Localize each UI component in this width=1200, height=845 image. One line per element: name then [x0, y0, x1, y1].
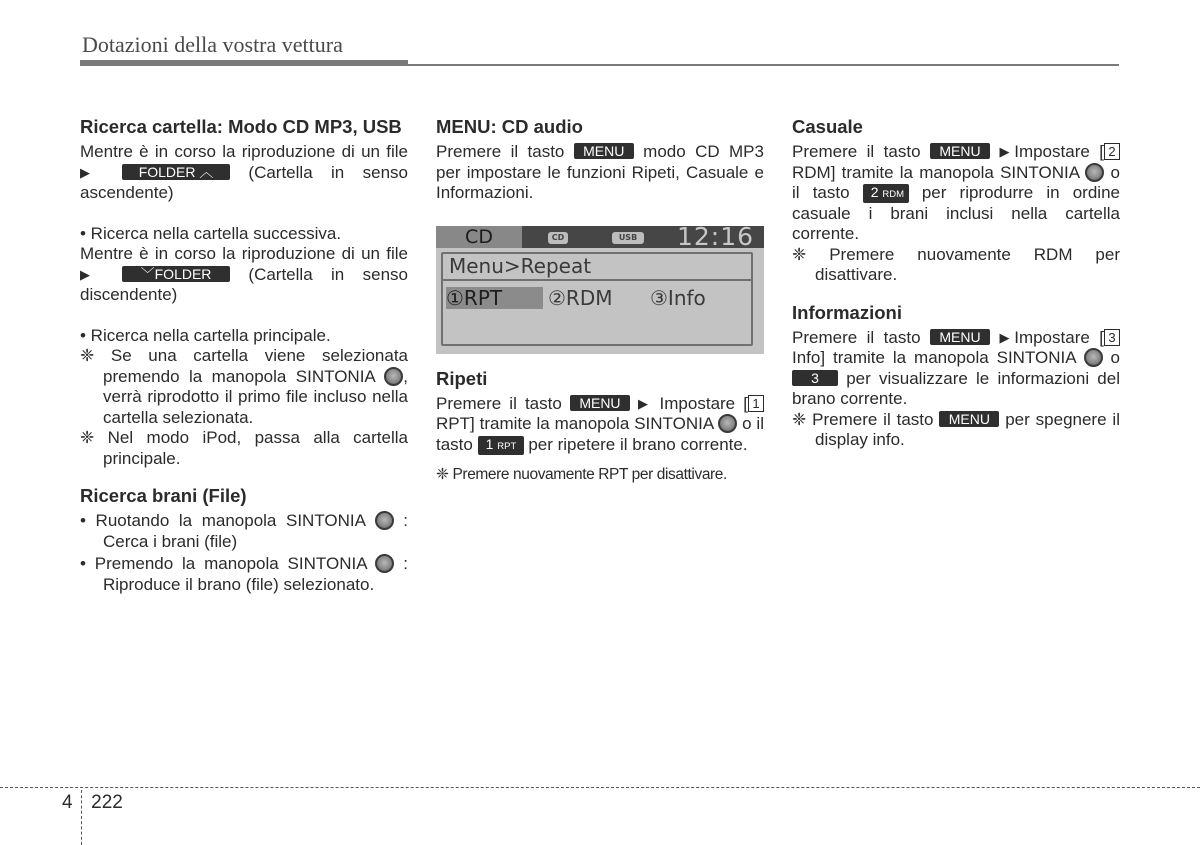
paragraph-folder-up: Mentre è in corso la riproduzione di un file ▶ FOLDER ︿ (Cartella in senso ascendente) — [80, 142, 408, 202]
lcd-menu-title: Menu>Repeat — [449, 253, 592, 278]
page-header-title: Dotazioni della vostra vettura — [82, 32, 343, 57]
triangle-right-icon: ▶ — [999, 329, 1015, 345]
note-rdm-off: ❈ Premere nuovamente RDM per disattivare. — [792, 244, 1120, 284]
folder-up-button[interactable]: FOLDER ︿ — [122, 164, 230, 180]
page-number-value: 222 — [91, 792, 123, 813]
note-mark-icon: ❈ — [80, 428, 95, 447]
boxed-number-1: 1 — [748, 395, 764, 412]
lcd-menu-panel — [441, 252, 753, 346]
heading-shuffle: Casuale — [792, 116, 863, 137]
triangle-right-icon: ▶ — [999, 144, 1015, 159]
lcd-menu-line — [443, 254, 751, 281]
rpt-button[interactable]: 1 RPT — [478, 436, 524, 455]
page-number — [62, 792, 123, 814]
heading-menu-cd: MENU: CD audio — [436, 116, 583, 137]
menu-button[interactable]: MENU — [939, 411, 999, 427]
paragraph-repeat: Premere il tasto MENU ▶ Impostare [ 1 RPT] tramite la manopola SINTONIA o il tasto 1 RPT per ripetere il brano corrente. — [436, 393, 764, 454]
heading-info: Informazioni — [792, 301, 902, 323]
folder-down-button[interactable]: ﹀FOLDER — [122, 266, 230, 282]
boxed-number-2: 2 — [1104, 143, 1120, 160]
bullet-next-folder: • Ricerca nella cartella successiva. — [80, 223, 342, 243]
tune-knob-icon — [1084, 348, 1103, 367]
note-mark-icon: ❈ — [792, 409, 807, 429]
info-button[interactable]: 3 — [792, 370, 838, 386]
tune-knob-icon — [718, 414, 737, 433]
lcd-cd-badge: CD — [548, 232, 568, 244]
header-rule-thick — [80, 60, 408, 66]
menu-button[interactable]: MENU — [574, 143, 634, 159]
lcd-usb-badge: USB — [612, 232, 644, 244]
menu-button[interactable]: MENU — [930, 143, 990, 159]
triangle-right-icon: ▶ — [80, 164, 104, 180]
column-2 — [436, 116, 764, 486]
heading-folder-search: Ricerca cartella: Modo CD MP3, USB — [80, 116, 402, 137]
menu-button[interactable]: MENU — [930, 329, 990, 345]
column-1 — [80, 116, 408, 595]
heading-track-search: Ricerca brani (File) — [80, 485, 247, 506]
lcd-option-info: ③Info — [650, 285, 706, 310]
paragraph-folder-down: Mentre è in corso la riproduzione di un file ▶ ﹀FOLDER (Cartella in senso discendente) — [80, 244, 408, 304]
menu-button[interactable]: MENU — [570, 395, 630, 411]
chevron-up-icon: ︿ — [199, 163, 214, 180]
note-ipod: ❈ Nel modo iPod, passa alla cartella principale. — [80, 428, 408, 468]
tune-knob-icon — [384, 367, 403, 386]
tune-knob-icon — [1085, 163, 1104, 182]
paragraph-shuffle: Premere il tasto MENU ▶Impostare [ 2 RDM] tramite la manopola SINTONIA o il tasto 2 RDM per riprodurre in ordine casuale i brani inclusi nella cartella corrente. — [792, 142, 1120, 243]
column-3 — [792, 116, 1120, 451]
note-rpt-off: ❈ Premere nuovamente RPT per disattivare. — [436, 466, 727, 483]
lcd-status-bar — [436, 221, 764, 251]
tune-knob-icon — [375, 554, 394, 573]
chevron-down-icon: ﹀ — [140, 265, 155, 282]
lcd-option-rdm: ②RDM — [548, 285, 613, 310]
paragraph-info: Premere il tasto MENU ▶Impostare [ 3 Info] tramite la manopola SINTONIA o 3 per visualizzare le informazioni del brano corrente. — [792, 327, 1120, 408]
bullet-press-knob: • Premendo la manopola SINTONIA : Riproduce il brano (file) selezionato. — [80, 554, 408, 594]
bullet-rotate-knob: • Ruotando la manopola SINTONIA : Cerca i brani (file) — [80, 511, 408, 551]
footer-rule — [0, 787, 1200, 788]
note-mark-icon: ❈ — [80, 346, 95, 365]
note-folder-select: ❈ Se una cartella viene selezionata premendo la manopola SINTONIA , verrà riprodotto il primo file incluso nella cartella selezionata. — [80, 346, 408, 427]
note-display-off: ❈ Premere il tasto MENU per spegnere il display info. — [792, 409, 1120, 449]
rdm-button[interactable]: 2 RDM — [863, 184, 909, 203]
note-mark-icon: ❈ — [792, 244, 807, 264]
heading-repeat: Ripeti — [436, 367, 488, 389]
tune-knob-icon — [375, 511, 394, 530]
header-rule-thin — [408, 64, 1119, 66]
boxed-number-3: 3 — [1104, 329, 1120, 346]
bullet-parent-folder: • Ricerca nella cartella principale. — [80, 325, 331, 345]
section-number: 4 — [62, 792, 73, 813]
triangle-right-icon: ▶ — [80, 266, 104, 282]
paragraph-menu-cd: Premere il tasto MENU modo CD MP3 per impostare le funzioni Ripeti, Casuale e Informazioni. — [436, 142, 764, 202]
lcd-option-rpt: ①RPT — [446, 287, 543, 309]
lcd-mode: CD — [436, 226, 522, 248]
lcd-display — [436, 221, 764, 354]
triangle-right-icon: ▶ — [638, 395, 652, 411]
lcd-clock: 12:16 — [676, 221, 754, 251]
